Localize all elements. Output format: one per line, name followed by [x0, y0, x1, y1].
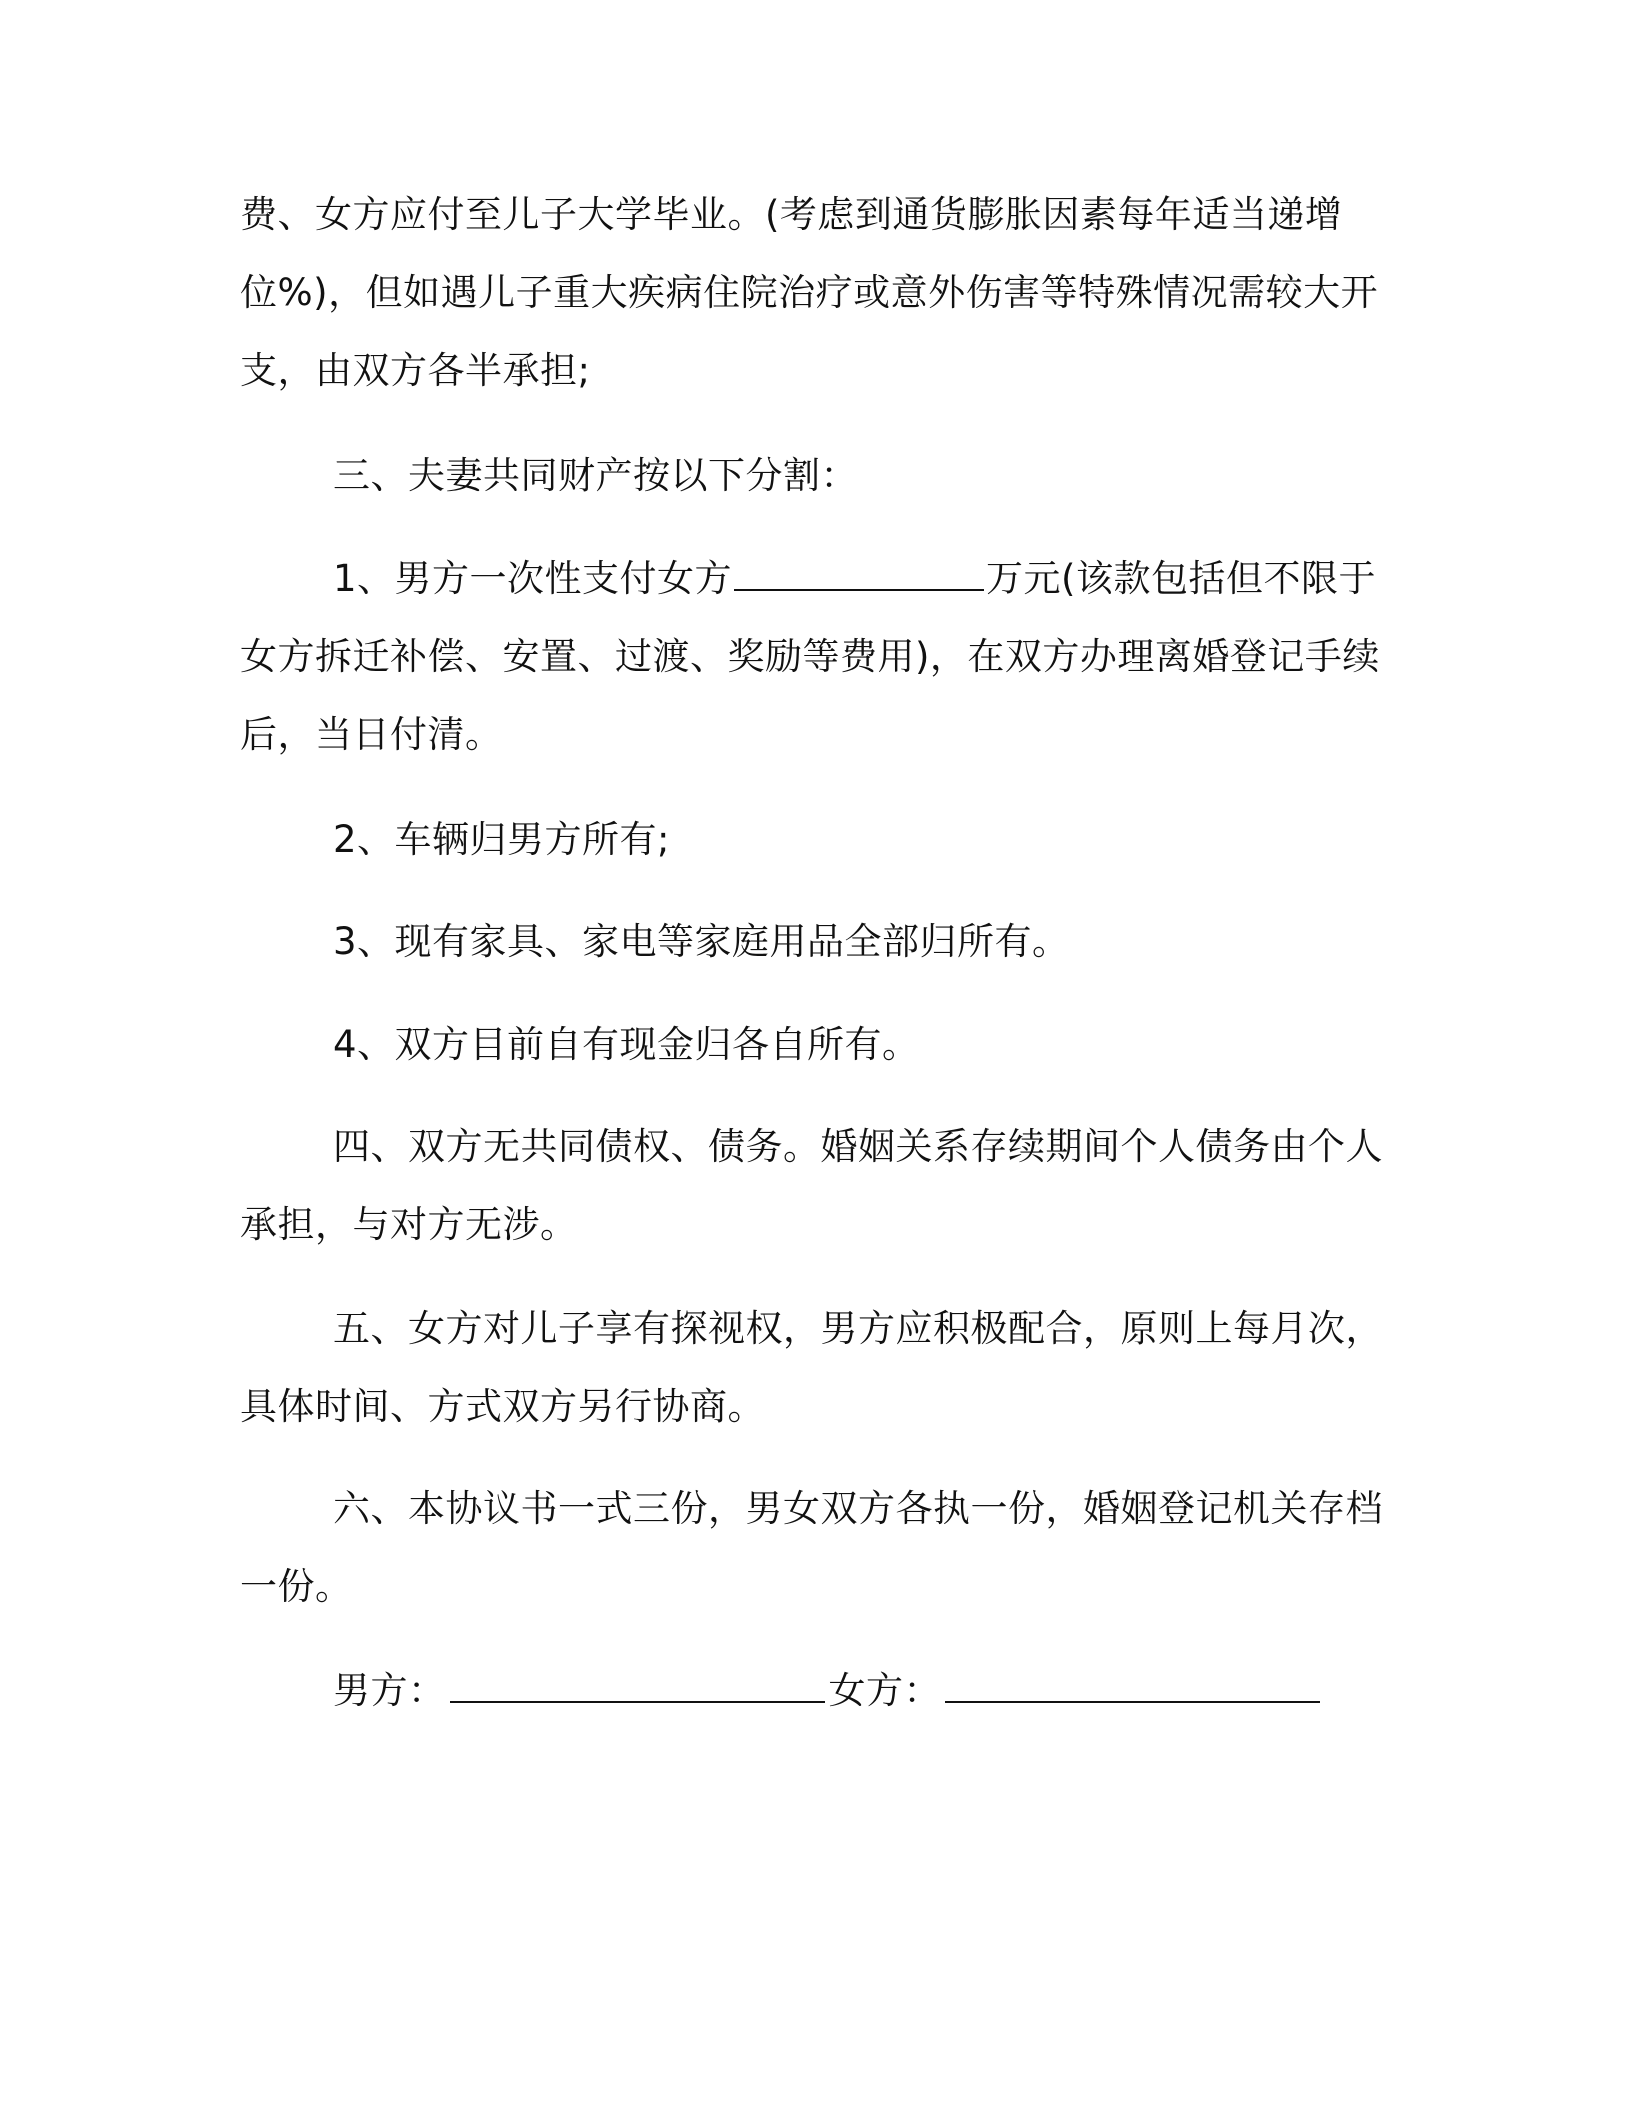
text-line: 支，由双方各半承担;	[240, 349, 591, 392]
signature-line	[240, 1652, 1463, 1730]
female-signature-label: 女方：	[828, 1669, 941, 1712]
text-line: 具体时间、方式双方另行协商。	[240, 1385, 765, 1428]
male-signature-label: 男方：	[333, 1669, 446, 1712]
text-line: 后，当日付清。	[240, 713, 503, 756]
item-4: 4、双方目前自有现金归各自所有。	[333, 1023, 920, 1066]
item-2: 2、车辆归男方所有;	[333, 818, 671, 861]
section-4-paragraph	[240, 1108, 1383, 1264]
text-line: 1、男方一次性支付女方 万元(该款包括但不限于	[333, 557, 1376, 600]
text-line: 四、双方无共同债权、债务。婚姻关系存续期间个人债务由个人	[333, 1125, 1383, 1168]
male-signature-field[interactable]	[450, 1671, 825, 1703]
continued-paragraph	[240, 176, 1379, 410]
section-3-heading: 三、夫妻共同财产按以下分割：	[333, 454, 858, 497]
text-line: 一份。	[240, 1565, 353, 1608]
section-6-paragraph	[240, 1470, 1383, 1626]
text-line: 承担，与对方无涉。	[240, 1203, 578, 1246]
section-5-paragraph	[240, 1290, 1383, 1446]
amount-blank-line	[734, 559, 984, 591]
item-3: 3、现有家具、家电等家庭用品全部归所有。	[333, 920, 1070, 963]
text-line: 五、女方对儿子享有探视权，男方应积极配合，原则上每月次，	[333, 1307, 1383, 1350]
text-line: 位%)，但如遇儿子重大疾病住院治疗或意外伤害等特殊情况需较大开	[240, 271, 1379, 314]
item-1-paragraph	[240, 540, 1380, 774]
text-line: 六、本协议书一式三份，男女双方各执一份，婚姻登记机关存档	[333, 1487, 1383, 1530]
text-line: 费、女方应付至儿子大学毕业。(考虑到通货膨胀因素每年适当递增	[240, 193, 1343, 236]
female-signature-field[interactable]	[945, 1671, 1320, 1703]
text-line: 女方拆迁补偿、安置、过渡、奖励等费用)，在双方办理离婚登记手续	[240, 635, 1380, 678]
